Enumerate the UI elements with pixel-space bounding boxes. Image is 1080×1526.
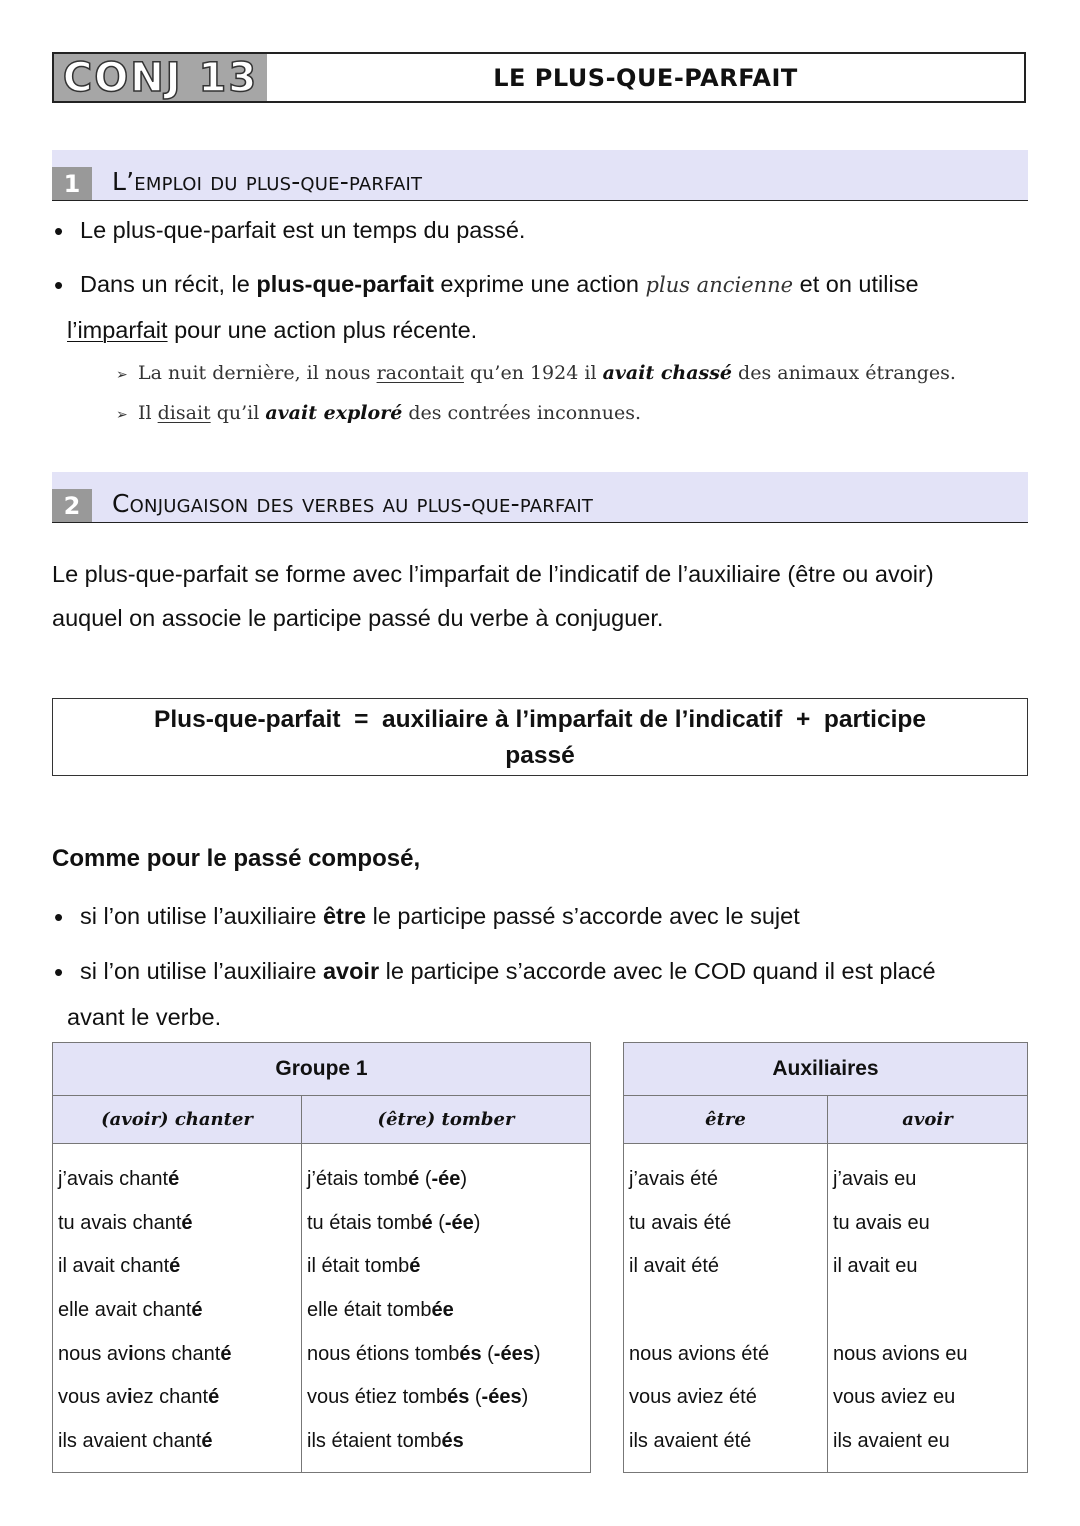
conjugation-row (629, 1333, 822, 1377)
text: Dans un récit, le (80, 271, 257, 297)
rule-avoir (80, 957, 1030, 985)
ending: é (408, 1168, 420, 1190)
column-header: avoir (828, 1096, 1028, 1144)
comme-title: Comme pour le passé composé, (52, 845, 421, 872)
page-title: LE PLUS-QUE-PARFAIT (493, 63, 798, 92)
lesson-code: CONJ 13 (54, 54, 267, 101)
text: tu avais été (629, 1211, 732, 1234)
conjugation-row (629, 1376, 822, 1420)
ending: é (191, 1299, 203, 1322)
text: j’étais tomb (307, 1168, 409, 1190)
conjugation-row (307, 1333, 585, 1377)
emphasis: avoir (322, 958, 380, 984)
column-tomber (302, 1144, 591, 1473)
text: il était tomb (307, 1255, 410, 1278)
section-1-header (52, 150, 1028, 201)
column-avoir (828, 1144, 1028, 1473)
conjugation-row (833, 1420, 1022, 1464)
ending: i (128, 1342, 134, 1365)
formula-line-2: passé (505, 742, 575, 769)
text: vous aviez été (629, 1386, 757, 1409)
conjugation-row (58, 1289, 296, 1333)
underlined-verb: disait (157, 402, 211, 424)
ending: -ées (493, 1342, 534, 1365)
column-chanter (53, 1144, 302, 1473)
conjugation-row (58, 1245, 296, 1289)
example-1 (116, 362, 956, 384)
text: qu’il (210, 402, 266, 424)
ending: é (168, 1168, 180, 1190)
text: ) (533, 1342, 541, 1365)
ending: -ée (444, 1211, 474, 1234)
conjugation-row (58, 1333, 296, 1377)
bold-verb: avait exploré (265, 402, 403, 424)
conjugation-row (58, 1420, 296, 1464)
underlined-term: l’imparfait (67, 317, 168, 343)
text: ( (481, 1342, 494, 1365)
bullet-1: • Le plus-que-parfait est un temps du passé. (80, 216, 525, 244)
ending: és (447, 1386, 470, 1409)
text: tu avais chant (58, 1211, 182, 1234)
text: nous étions tomb (307, 1342, 460, 1365)
conjugation-row (307, 1420, 585, 1464)
text: vous av (58, 1386, 127, 1409)
conjugation-row (833, 1245, 1022, 1289)
ending: ée (431, 1299, 454, 1322)
text: et on utilise (793, 271, 919, 297)
text: j’avais eu (833, 1168, 917, 1190)
text: le participe s’accorde avec le COD quand il est placé (379, 958, 936, 984)
table-groupe-1 (52, 1042, 591, 1473)
text: ( (432, 1211, 445, 1234)
text: elle était tomb (307, 1299, 432, 1322)
title-bar (52, 52, 1026, 103)
arrow-bullet-icon: ➢ (116, 367, 128, 383)
text: j’avais été (629, 1168, 718, 1190)
text: ( (469, 1386, 482, 1409)
ending: és (459, 1342, 482, 1365)
text: des contrées inconnues. (402, 402, 641, 424)
text: il avait été (629, 1255, 720, 1278)
text: vous étiez tomb (307, 1386, 448, 1409)
text: tu avais eu (833, 1211, 930, 1234)
text: le participe passé s’accorde avec le sujet (366, 903, 800, 929)
conjugation-row (629, 1202, 822, 1246)
ending: é (220, 1342, 232, 1365)
ending: -ées (481, 1386, 522, 1409)
text: des animaux étranges. (732, 362, 956, 384)
ending: é (169, 1255, 181, 1278)
text: La nuit dernière, il nous (138, 362, 377, 384)
intro-line-2: auquel on associe le participe passé du verbe à conjuguer. (52, 605, 664, 631)
formula-box (52, 698, 1028, 776)
text: Il (138, 402, 158, 424)
bullet-2 (80, 270, 1030, 298)
ending: é (409, 1255, 421, 1278)
section-title: Conjugaison des verbes au plus-que-parfait (112, 489, 594, 518)
conjugation-row (833, 1158, 1022, 1202)
text: ) (521, 1386, 529, 1409)
bullet-2-continuation (67, 316, 477, 344)
intro-line-1: Le plus-que-parfait se forme avec l’imparfait de l’indicatif de l’auxiliaire (être ou avoir) (52, 561, 934, 587)
text: ez chant (132, 1386, 209, 1409)
section-2-header (52, 472, 1028, 523)
arrow-bullet-icon: ➢ (116, 407, 128, 423)
text: il avait eu (833, 1255, 918, 1278)
conjugation-row (307, 1289, 585, 1333)
column-header: être (624, 1096, 828, 1144)
conjugation-row (58, 1202, 296, 1246)
section-title: L’emploi du plus-que-parfait (112, 167, 423, 196)
column-header: (être) tomber (302, 1096, 591, 1144)
text: nous av (58, 1342, 129, 1365)
ending: -ée (431, 1168, 461, 1190)
text: ) (460, 1168, 468, 1190)
text: ( (419, 1168, 432, 1190)
ending: és (441, 1430, 464, 1453)
conjugation-row (307, 1376, 585, 1420)
conjugation-row (307, 1158, 585, 1202)
text: pour une action plus récente. (167, 317, 478, 343)
section-number: 1 (52, 167, 92, 200)
conjugation-row (629, 1420, 822, 1464)
conjugation-row (629, 1158, 822, 1202)
text: vous aviez eu (833, 1386, 956, 1409)
text: ils étaient tomb (307, 1430, 442, 1453)
conjugation-row (629, 1245, 822, 1289)
table-title: Auxiliaires (624, 1043, 1028, 1096)
section-number: 2 (52, 489, 92, 522)
table-auxiliaires (623, 1042, 1028, 1473)
text: j’avais chant (58, 1168, 169, 1190)
bold-verb: avait chassé (602, 362, 733, 384)
conjugation-row (833, 1376, 1022, 1420)
emphasis: plus-que-parfait (256, 271, 434, 297)
text: ) (473, 1211, 481, 1234)
conjugation-row (833, 1202, 1022, 1246)
text: tu étais tomb (307, 1211, 422, 1234)
example-2 (116, 402, 641, 424)
text: ils avaient chant (58, 1430, 202, 1453)
conjugation-row (833, 1333, 1022, 1377)
conjugation-row (629, 1289, 822, 1333)
text: ons chant (133, 1342, 221, 1365)
text: si l’on utilise l’auxiliaire (80, 903, 323, 929)
rule-etre (80, 902, 800, 930)
rule-avoir-continuation: avant le verbe. (67, 1004, 222, 1030)
column-etre (624, 1144, 828, 1473)
table-title: Groupe 1 (53, 1043, 591, 1096)
formula-line-1: Plus-que-parfait = auxiliaire à l’imparfait de l’indicatif + participe (154, 706, 926, 733)
underlined-verb: racontait (376, 362, 464, 384)
serif-emphasis: plus ancienne (645, 273, 794, 297)
ending: é (201, 1430, 213, 1453)
text: il avait chant (58, 1255, 170, 1278)
ending: é (421, 1211, 433, 1234)
ending: é (181, 1211, 193, 1234)
text: ils avaient eu (833, 1430, 950, 1453)
text: si l’on utilise l’auxiliaire (80, 958, 323, 984)
emphasis: être (322, 903, 367, 929)
text: elle avait chant (58, 1299, 192, 1322)
conjugation-row (307, 1245, 585, 1289)
text: nous avions été (629, 1342, 770, 1365)
conjugation-row (58, 1376, 296, 1420)
conjugation-row (58, 1158, 296, 1202)
ending: i (126, 1386, 133, 1409)
conjugation-row (307, 1202, 585, 1246)
text: qu’en 1924 il (463, 362, 603, 384)
text: nous avions eu (833, 1342, 968, 1365)
text: exprime une action (433, 271, 646, 297)
text: ils avaient été (629, 1430, 752, 1453)
conjugation-row (833, 1289, 1022, 1333)
ending: é (208, 1386, 220, 1409)
column-header: (avoir) chanter (53, 1096, 302, 1144)
